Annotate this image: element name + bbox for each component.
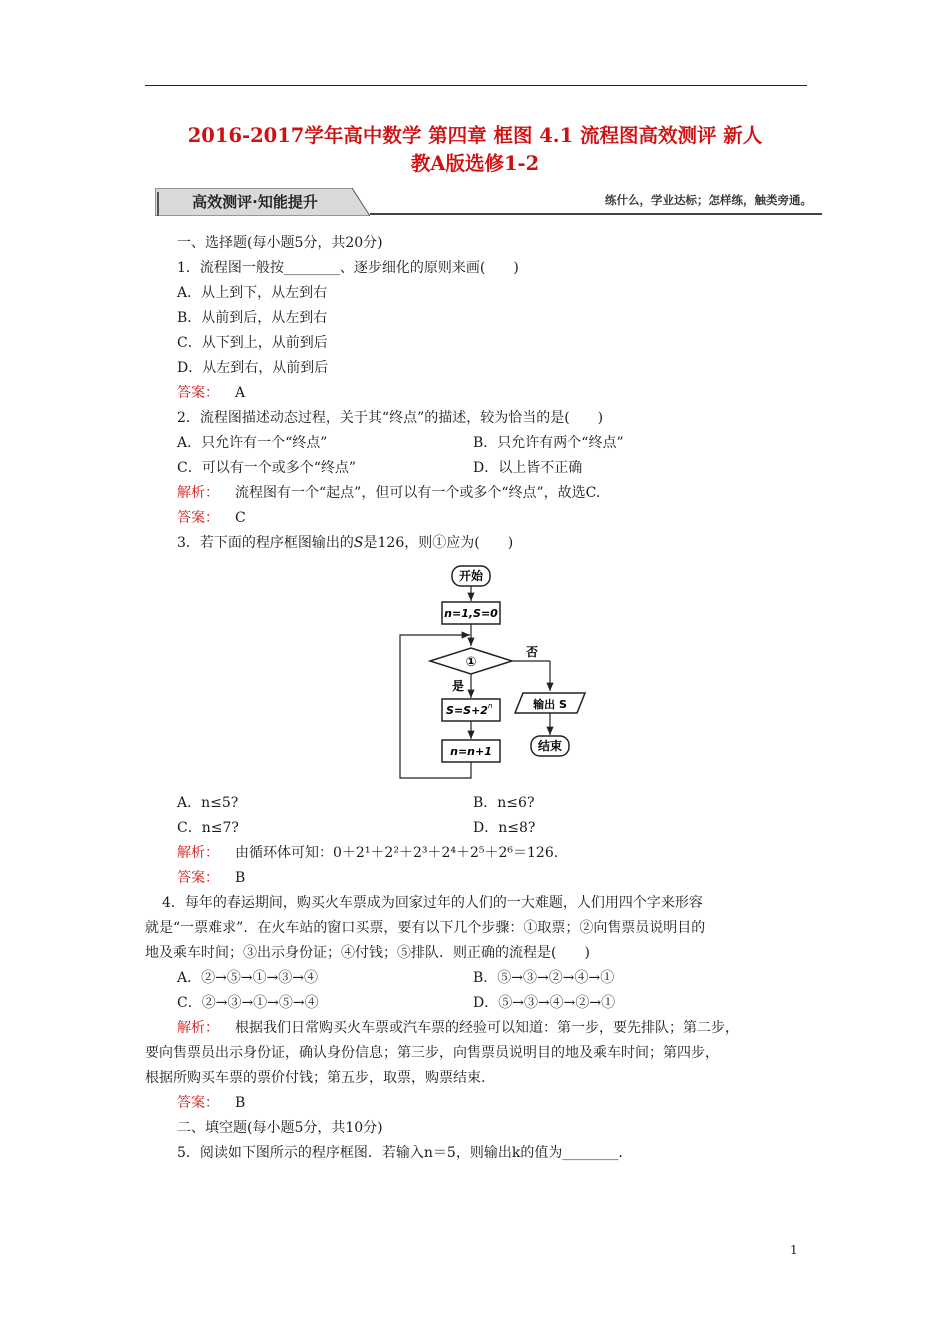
flow-start-label: 开始 bbox=[458, 569, 484, 583]
section-2-heading: 二、填空题(每小题5分，共10分) bbox=[177, 1120, 383, 1136]
q2-option-b: B．只允许有两个“终点” bbox=[473, 435, 624, 451]
q4-stem-line-3: 地及乘车时间；③出示身份证；④付钱；⑤排队．则正确的流程是( ) bbox=[145, 945, 590, 961]
q3-stem-part-a: 3．若下面的程序框图输出的 bbox=[177, 535, 354, 551]
q1-option-d: D．从左到右，从前到后 bbox=[177, 360, 329, 376]
q3-stem-part-b: 是126，则①应为( ) bbox=[363, 535, 514, 551]
answer-value: C bbox=[235, 510, 246, 526]
q1-option-a: A．从上到下，从左到右 bbox=[177, 285, 328, 301]
flow-init-label: n=1,S=0 bbox=[444, 607, 498, 620]
q5-stem: 5．阅读如下图所示的程序框图．若输入n＝5，则输出k的值为________. bbox=[177, 1145, 623, 1161]
flow-decision-label: ① bbox=[465, 655, 477, 670]
q4-analysis-line-1 bbox=[177, 1018, 739, 1038]
document-title bbox=[140, 122, 810, 178]
analysis-text: 根据我们日常购买火车票或汽车票的经验可以知道：第一步，要先排队；第二步， bbox=[235, 1020, 739, 1036]
banner-underline bbox=[370, 213, 822, 215]
q4-option-c: C．②→③→①→⑤→④ bbox=[177, 995, 319, 1011]
header-rule bbox=[145, 85, 807, 86]
analysis-label: 解析： bbox=[177, 1020, 219, 1036]
q4-analysis-line-2: 要向售票员出示身份证，确认身份信息；第三步，向售票员说明目的地及乘车时间；第四步， bbox=[145, 1045, 719, 1061]
page-number: 1 bbox=[790, 1243, 798, 1257]
q4-stem-line-2: 就是“一票难求”．在火车站的窗口买票，要有以下几个步骤：①取票；②向售票员说明目的 bbox=[145, 920, 706, 936]
q2-option-a: A．只允许有一个“终点” bbox=[177, 435, 328, 451]
q1-stem: 1．流程图一般按________、逐步细化的原则来画( ) bbox=[177, 260, 519, 276]
title-line-1: 2016-2017学年高中数学 第四章 框图 4.1 流程图高效测评 新人 bbox=[187, 124, 763, 147]
q4-analysis-line-3: 根据所购买车票的票价付钱；第五步，取票，购票结束. bbox=[145, 1070, 486, 1086]
q3-option-d: D．n≤8? bbox=[473, 820, 536, 836]
q1-option-c: C．从下到上，从前到后 bbox=[177, 335, 328, 351]
q3-option-a: A．n≤5? bbox=[177, 795, 239, 811]
flow-output-label: 输出 S bbox=[533, 698, 567, 711]
analysis-text: 流程图有一个“起点”，但可以有一个或多个“终点”，故选C. bbox=[235, 485, 601, 501]
q3-stem bbox=[177, 533, 513, 553]
q3-stem-variable: S bbox=[353, 535, 364, 551]
section-1-heading: 一、选择题(每小题5分，共20分) bbox=[177, 235, 383, 251]
flow-end-label: 结束 bbox=[537, 739, 563, 753]
answer-label: 答案： bbox=[177, 870, 219, 886]
flowchart-svg bbox=[395, 562, 595, 784]
q4-stem-line-1: 4．每年的春运期间，购买火车票成为回家过年的人们的一大难题，人们用四个字来形容 bbox=[162, 895, 703, 911]
q4-option-a: A．②→⑤→①→③→④ bbox=[177, 970, 319, 986]
banner-text: 高效测评·知能提升 bbox=[192, 193, 318, 211]
section-banner bbox=[155, 188, 370, 216]
q3-analysis bbox=[177, 843, 558, 863]
analysis-label: 解析： bbox=[177, 845, 219, 861]
q1-answer bbox=[177, 383, 245, 403]
flow-update-n-label: n=n+1 bbox=[450, 745, 492, 758]
q2-analysis bbox=[177, 483, 600, 503]
q2-option-c: C．可以有一个或多个“终点” bbox=[177, 460, 357, 476]
q2-option-d: D．以上皆不正确 bbox=[473, 460, 583, 476]
q1-option-b: B．从前到后，从左到右 bbox=[177, 310, 328, 326]
answer-value: A bbox=[235, 385, 246, 401]
title-line-2: 教A版选修1-2 bbox=[410, 152, 540, 175]
answer-value: B bbox=[235, 870, 246, 886]
flowchart bbox=[395, 562, 595, 788]
flow-no-label: 否 bbox=[525, 645, 539, 659]
q2-answer bbox=[177, 508, 246, 528]
flow-yes-label: 是 bbox=[451, 679, 465, 693]
answer-label: 答案： bbox=[177, 1095, 219, 1111]
answer-value: B bbox=[235, 1095, 246, 1111]
q4-answer bbox=[177, 1093, 245, 1113]
analysis-text: 由循环体可知：0＋2¹＋2²＋2³＋2⁴＋2⁵＋2⁶＝126. bbox=[235, 845, 559, 861]
answer-label: 答案： bbox=[177, 385, 219, 401]
flow-update-s-exponent: n bbox=[488, 702, 493, 710]
analysis-label: 解析： bbox=[177, 485, 219, 501]
q4-option-b: B．⑤→③→②→④→① bbox=[473, 970, 615, 986]
flow-update-s-label: S=S+2 bbox=[446, 704, 488, 717]
q3-option-c: C．n≤7? bbox=[177, 820, 239, 836]
q4-option-d: D．⑤→③→④→②→① bbox=[473, 995, 616, 1011]
answer-label: 答案： bbox=[177, 510, 219, 526]
q3-option-b: B．n≤6? bbox=[473, 795, 535, 811]
q2-stem: 2．流程图描述动态过程，关于其“终点”的描述，较为恰当的是( ) bbox=[177, 410, 604, 426]
slogan: 练什么，学业达标；怎样练，触类旁通。 bbox=[605, 193, 812, 207]
q3-answer bbox=[177, 868, 245, 888]
